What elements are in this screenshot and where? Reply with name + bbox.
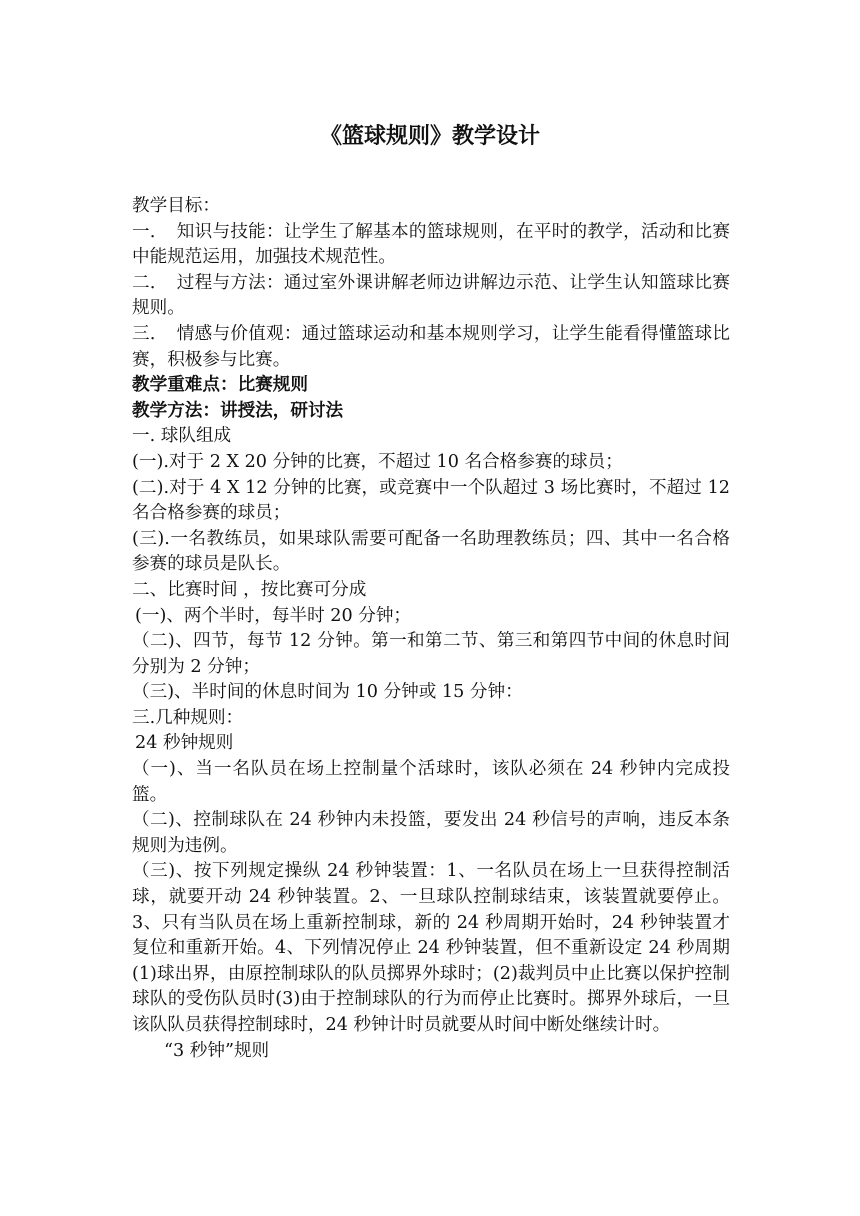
paragraph-objective-2: 二． 过程与方法：通过室外课讲解老师边讲解边示范、让学生认知篮球比赛规则。 xyxy=(132,272,730,319)
paragraph-time-heading: 二、比赛时间 ，按比赛可分成 xyxy=(132,579,367,600)
paragraph-key-points: 教学重难点：比赛规则 xyxy=(132,375,308,396)
paragraph-rules-heading: 三.几种规则： xyxy=(132,707,244,728)
paragraph-objective-3: 三． 情感与价值观：通过篮球运动和基本规则学习，让学生能看得懂篮球比赛，积极参与比赛。 xyxy=(132,323,730,370)
paragraph-methods: 教学方法：讲授法，研讨法 xyxy=(132,400,344,421)
paragraph-24s-1: （一)、当一名队员在场上控制量个活球时，该队必须在 24 秒钟内完成投篮。 xyxy=(132,759,730,805)
paragraph-time-2: （二)、四节，每节 12 分钟。第一和第二节、第三和第四节中间的休息时间分别为 2 分钟； xyxy=(132,631,730,677)
paragraph-objectives-heading: 教学目标： xyxy=(132,196,220,216)
paragraph-time-1: (一)、两个半时，每半时 20 分钟； xyxy=(135,605,412,626)
paragraph-24s-2: （二)、控制球队在 24 秒钟内未投篮，要发出 24 秒信号的声响，违反本条规则为违例。 xyxy=(132,810,730,856)
paragraph-team-heading: 一. 球队组成 xyxy=(132,426,232,447)
document-body xyxy=(132,194,730,1064)
paragraph-team-1: (一).对于 2 X 20 分钟的比赛，不超过 10 名合格参赛的球员； xyxy=(132,451,623,472)
paragraph-team-3: (三).一名教练员，如果球队需要可配备一名助理教练员；四、其中一名合格参赛的球员是队长。 xyxy=(132,528,730,575)
paragraph-24s-3: （三)、按下列规定操纵 24 秒钟装置：1、一名队员在场上一旦获得控制活球，就要开动 24 秒钟装置。2、一旦球队控制球结束，该装置就要停止。3、只有当队员在场上重新控制球，新的 24 秒周期开始时，24 秒钟装置才复位和重新开始。4、下列情况停止 24 秒钟装置，但不重新设定 24 秒周期(1)球出界，由原控制球队的队员掷界外球时；(2)裁判员中止比赛以保护控制球队的受伤队员时(3)由于控制球队的行为而停止比赛时。掷界外球后，一旦该队队员获得控制球时，24 秒钟计时员就要从时间中断处继续计时。 xyxy=(132,861,730,1035)
paragraph-24s-heading: 24 秒钟规则 xyxy=(135,733,234,754)
paragraph-time-3: （三)、半时间的休息时间为 10 分钟或 15 分钟： xyxy=(132,682,523,703)
paragraph-objective-1: 一． 知识与技能：让学生了解基本的篮球规则，在平时的教学，活动和比赛中能规范运用，加强技术规范性。 xyxy=(132,221,730,268)
paragraph-team-2: (二).对于 4 X 12 分钟的比赛，或竞赛中一个队超过 3 场比赛时，不超过 12 名合格参赛的球员； xyxy=(132,477,730,524)
paragraph-3s-heading: “3 秒钟”规则 xyxy=(164,1040,270,1061)
document-title: 《篮球规则》教学设计 xyxy=(319,124,540,149)
